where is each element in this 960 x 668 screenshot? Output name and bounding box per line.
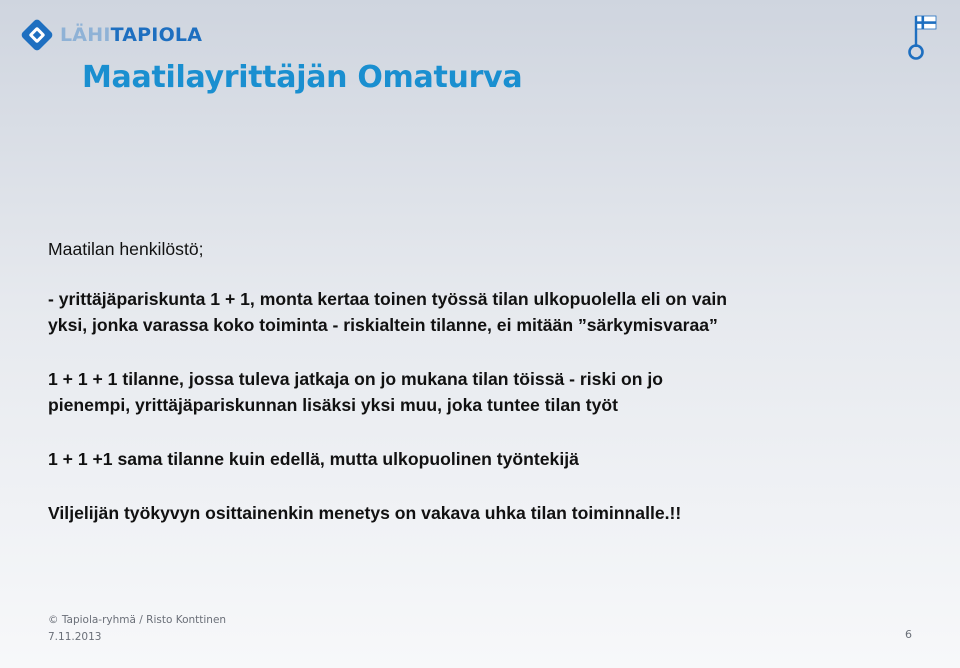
- paragraph-2-line-1: 1 + 1 + 1 tilanne, jossa tuleva jatkaja on jo mukana tilan töissä - riski on jo: [48, 369, 664, 389]
- paragraph-4-line-1: Viljelijän työkyvyn osittainenkin menetys on vakava uhka tilan toiminnalle.!!: [48, 503, 682, 523]
- paragraph-1-line-2: yksi, jonka varassa koko toiminta - riskialtein tilanne, ei mitään ”särkymisvaraa”: [48, 315, 718, 335]
- paragraph-1-line-1: - yrittäjäpariskunta 1 + 1, monta kertaa toinen työssä tilan ulkopuolella eli on vain: [48, 289, 728, 309]
- footer-copyright: © Tapiola-ryhmä / Risto Konttinen: [48, 614, 227, 626]
- page-number: 6: [905, 628, 912, 641]
- lahitapiola-diamond-logo-icon: [20, 18, 54, 52]
- finnish-flag-key-icon: [904, 14, 938, 62]
- lahitapiola-logo: [20, 14, 202, 56]
- logo-wordmark: [60, 24, 202, 46]
- paragraph-3: [48, 446, 928, 472]
- paragraph-4: [48, 500, 928, 526]
- paragraph-2: [48, 366, 928, 418]
- section-heading: Maatilan henkilöstö;: [48, 239, 204, 259]
- paragraph-3-line-1: 1 + 1 +1 sama tilanne kuin edellä, mutta ulkopuolinen työntekijä: [48, 449, 579, 469]
- slide-title: Maatilayrittäjän Omaturva: [82, 60, 523, 95]
- logo-text-lahi: LÄHI: [60, 24, 111, 46]
- footer-date: 7.11.2013: [48, 631, 102, 643]
- paragraph-2-line-2: pienempi, yrittäjäpariskunnan lisäksi yksi muu, joka tuntee tilan työt: [48, 395, 619, 415]
- logo-text-tapiola: TAPIOLA: [110, 24, 203, 46]
- footer: [48, 612, 226, 646]
- slide-content: [48, 236, 928, 526]
- paragraph-1: [48, 286, 928, 338]
